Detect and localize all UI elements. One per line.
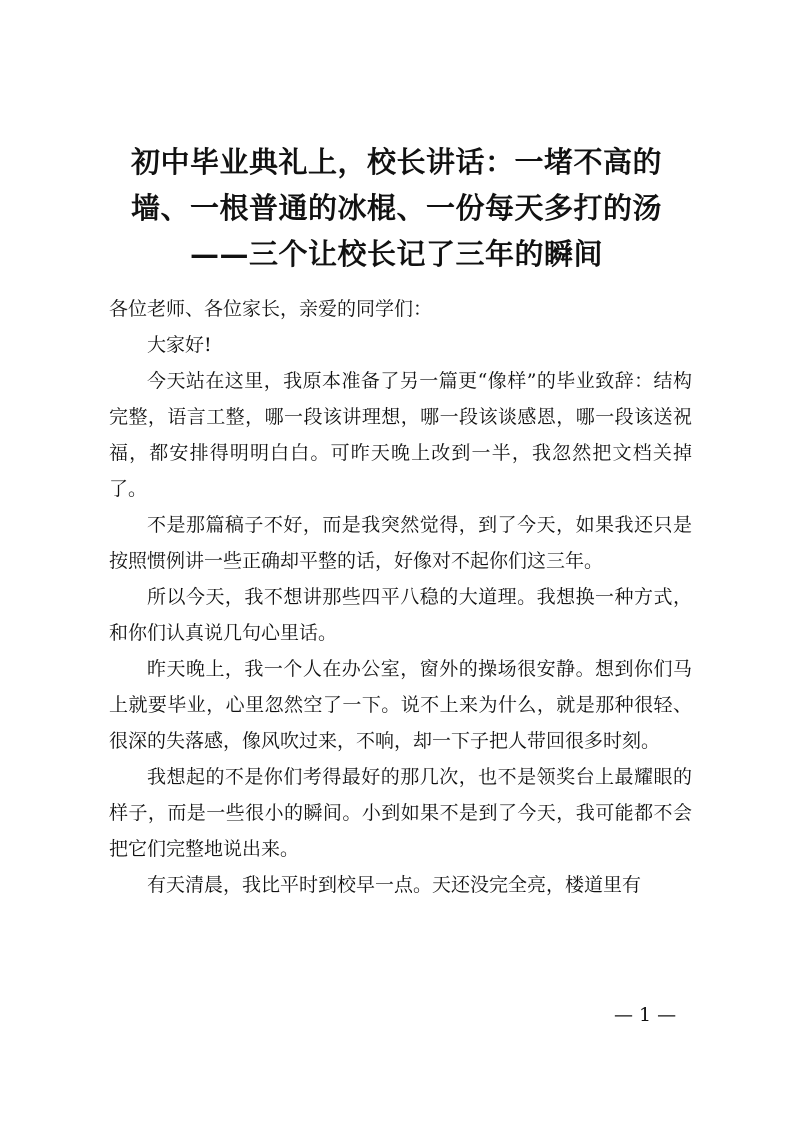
paragraph-prepared-speech: 今天站在这里，我原本准备了另一篇更“像样”的毕业致辞：结构完整，语言工整，哪一段该讲理想，哪一段该谈感恩，哪一段该送祝福，都安排得明明白白。可昨天晚上改到一半，我忽然把文档关掉了。	[109, 370, 692, 500]
page-number: — 1 —	[614, 1004, 677, 1026]
paragraph-early-morning: 有天清晨，我比平时到校早一点。天还没完全亮，楼道里有	[147, 874, 642, 896]
paragraph-not-bad-draft: 不是那篇稿子不好，而是我突然觉得，到了今天，如果我还只是按照惯例讲一些正确却平整的话，好像对不起你们这三年。	[109, 514, 692, 572]
paragraph-heartfelt-words: 所以今天，我不想讲那些四平八稳的大道理。我想换一种方式，和你们认真说几句心里话。	[109, 586, 692, 644]
paragraph-greeting: 大家好!	[147, 334, 212, 356]
salutation: 各位老师、各位家长，亲爱的同学们：	[109, 298, 433, 320]
document-body	[109, 291, 692, 903]
paragraph-last-night: 昨天晚上，我一个人在办公室，窗外的操场很安静。想到你们马上就要毕业，心里忽然空了一下。说不上来为什么，就是那种很轻、很深的失落感，像风吹过来，不响，却一下子把人带回很多时刻。	[109, 658, 692, 752]
document-title	[100, 139, 693, 277]
title-line-2: 墙、一根普通的冰棍、一份每天多打的汤	[130, 191, 662, 225]
title-line-3: ——三个让校长记了三年的瞬间	[189, 237, 603, 271]
title-line-1: 初中毕业典礼上，校长讲话：一堵不高的	[130, 145, 662, 179]
paragraph-small-moments: 我想起的不是你们考得最好的那几次，也不是领奖台上最耀眼的样子，而是一些很小的瞬间。小到如果不是到了今天，我可能都不会把它们完整地说出来。	[109, 766, 692, 860]
